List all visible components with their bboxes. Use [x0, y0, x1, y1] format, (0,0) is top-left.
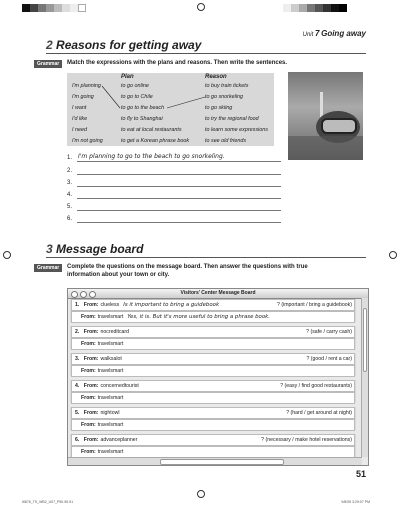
expression: I need [72, 127, 87, 133]
snorkel-icon [288, 72, 363, 160]
horizontal-scrollbar[interactable] [68, 457, 362, 465]
reason: to go snorkeling [205, 94, 244, 100]
instruction: Match the expressions with the plans and reasons. Then write the sentences. [67, 60, 288, 66]
question-field[interactable]: 6. From: advanceplanner ? (necessary / make hotel reservations) [71, 434, 355, 446]
answer-line[interactable]: 1. I'm planning to go to the beach to go snorkeling. [67, 153, 281, 163]
page-number: 51 [355, 469, 366, 479]
plan: to go to Chile [121, 94, 153, 100]
answer-field[interactable]: From: travelsmart [71, 338, 355, 350]
plan: to eat at local restaurants [121, 127, 182, 133]
message-board-window [67, 288, 369, 466]
post [70, 326, 356, 349]
answer-line[interactable]: 4. [67, 190, 281, 200]
footer-slug: I6876_TS_WB2_U07_P50-55 51 [22, 500, 74, 504]
minimize-button[interactable] [80, 291, 87, 298]
answer-field[interactable]: From: travelsmart [71, 365, 355, 377]
vertical-scrollbar[interactable] [361, 298, 368, 457]
divider [46, 53, 366, 54]
grammar-tag: Grammar [34, 264, 62, 272]
expression: I'm going [72, 94, 94, 100]
question-field[interactable]: 1. From: clueless Is it important to bring a guidebook ? (important / bring a guidebook) [71, 299, 355, 311]
board-title: Visitors' Center Message Board [68, 289, 368, 299]
section-3-title: 3 Message board [46, 242, 144, 256]
registration-mark [197, 490, 205, 498]
zoom-button[interactable] [89, 291, 96, 298]
expression: I'm planning [72, 83, 101, 89]
footer-date: 9/8/05 3:29:07 PM [341, 500, 370, 504]
question-field[interactable]: 3. From: walksalot ? (good / rent a car) [71, 353, 355, 365]
reason: to buy train tickets [205, 83, 249, 89]
plan: to fly to Shanghai [121, 116, 163, 122]
matching-lines [67, 73, 274, 146]
answer-field[interactable]: From: travelsmart [71, 446, 355, 458]
scroll-thumb[interactable] [363, 308, 367, 372]
reason: to go skiing [205, 105, 233, 111]
answer-line[interactable]: 3. [67, 178, 281, 188]
plan: to get a Korean phrase book [121, 138, 190, 144]
post [70, 353, 356, 376]
question-field[interactable]: 5. From: nightowl ? (hard / get around at night) [71, 407, 355, 419]
grammar-tag: Grammar [34, 60, 62, 68]
registration-mark [389, 251, 397, 259]
window-buttons [71, 291, 96, 298]
plan: to go to the beach [121, 105, 165, 111]
answer-field[interactable]: From: travelsmart [71, 419, 355, 431]
color-bar-left [22, 4, 86, 12]
col-reason-header: Reason [205, 74, 227, 80]
divider [46, 257, 366, 258]
snorkeler-photo [288, 72, 363, 160]
reason: to learn some expressions [205, 127, 268, 133]
question-field[interactable]: 4. From: concernedtourist ? (easy / find good restaurants) [71, 380, 355, 392]
question-field[interactable]: 2. From: nocreditcard ? (safe / carry cash) [71, 326, 355, 338]
color-bar-right [283, 4, 347, 12]
expression: I'm not going [72, 138, 103, 144]
answer-field[interactable]: From: travelsmart [71, 392, 355, 404]
answer-line[interactable]: 2. [67, 166, 281, 176]
close-button[interactable] [71, 291, 78, 298]
answer-line[interactable]: 5. [67, 202, 281, 212]
plan: to go online [121, 83, 149, 89]
post [70, 380, 356, 403]
reason: to see old friends [205, 138, 247, 144]
registration-mark [3, 251, 11, 259]
reason: to try the regional food [205, 116, 259, 122]
post [70, 407, 356, 430]
instruction: Complete the questions on the message board. Then answer the questions with true information about your town or city. [67, 264, 308, 278]
col-plan-header: Plan [121, 74, 134, 80]
section-2-title: 2 Reasons for getting away [46, 38, 202, 52]
registration-mark [197, 3, 205, 11]
expression: I want [72, 105, 87, 111]
post [70, 434, 356, 457]
expression: I'd like [72, 116, 88, 122]
unit-header: Unit 7 Going away [302, 29, 366, 38]
post [70, 299, 356, 322]
answer-line[interactable]: 6. [67, 214, 281, 224]
answer-field[interactable]: From: travelsmart Yes, it is. But it's more useful to bring a phrase book. [71, 311, 355, 323]
scroll-thumb[interactable] [160, 459, 284, 465]
